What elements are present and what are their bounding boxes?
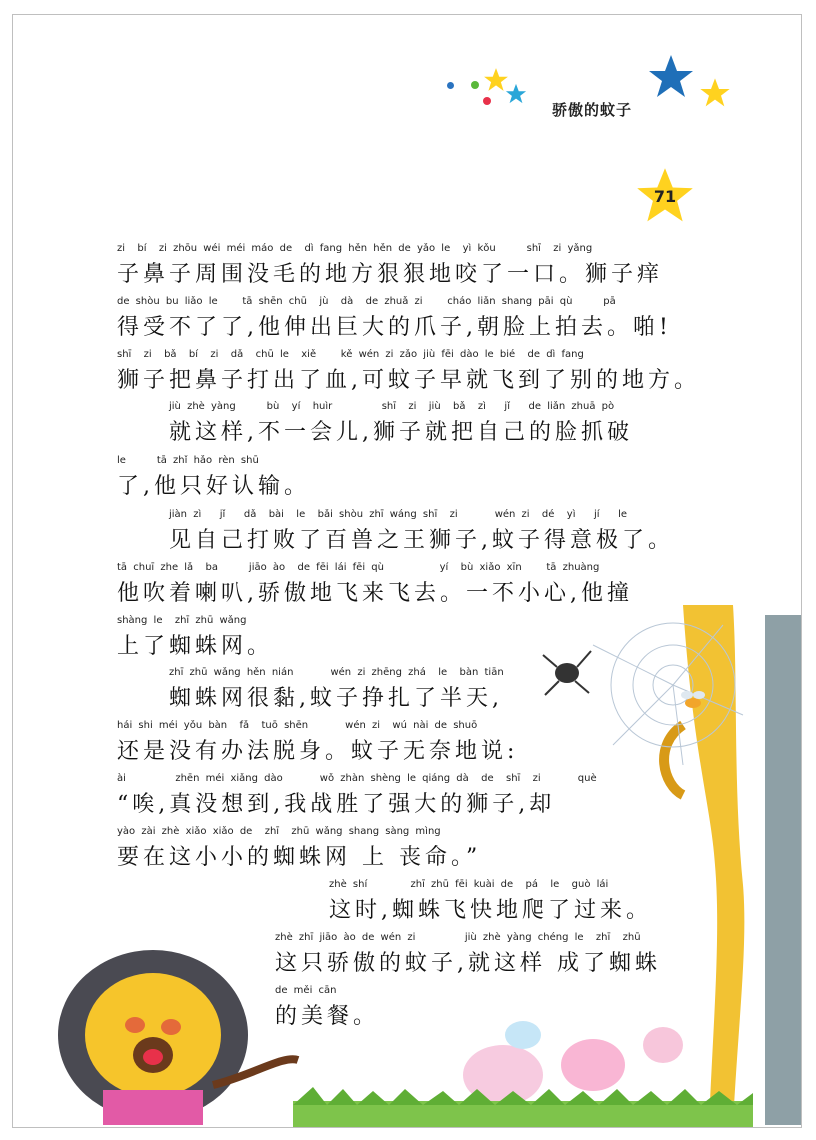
pinyin-line: shī zi bǎ bí zi dǎ chū le xiě kě wén zi zǎo jiù fēi dào le bié de dì fang bbox=[117, 349, 584, 360]
spider-icon bbox=[543, 651, 591, 695]
lion-illustration bbox=[43, 885, 303, 1125]
pinyin-line: shàng le zhī zhū wǎng bbox=[117, 615, 247, 626]
hanzi-line: “唉,真没想到,我战胜了强大的狮子,却 bbox=[117, 792, 556, 817]
hanzi-line: 还是没有办法脱身。蚊子无奈地说: bbox=[117, 739, 519, 764]
pinyin-line: zhī zhū wǎng hěn nián wén zi zhēng zhá le bàn tiān bbox=[169, 667, 504, 678]
pinyin-line: de měi cān bbox=[275, 985, 337, 996]
hanzi-line: 要在这小小的蜘蛛网 上 丧命。” bbox=[117, 845, 482, 870]
pinyin-line: zi bí zi zhōu wéi méi máo de dì fang hěn hěn de yǎo le yì kǒu shī zi yǎng bbox=[117, 243, 593, 254]
pinyin-line: hái shi méi yǒu bàn fǎ tuō shēn wén zi wú nài de shuō bbox=[117, 720, 478, 731]
header-dot-green bbox=[471, 81, 479, 89]
pinyin-line: ài zhēn méi xiǎng dào wǒ zhàn shèng le qiáng dà de shī zi què bbox=[117, 773, 597, 784]
header-dot-red bbox=[483, 97, 491, 105]
hanzi-line: 这只骄傲的蚊子,就这样 成了蜘蛛 bbox=[275, 951, 661, 976]
book-page bbox=[12, 14, 802, 1128]
pinyin-line: tā chuī zhe lǎ ba jiāo ào de fēi lái fēi qù yí bù xiǎo xīn tā zhuàng bbox=[117, 562, 600, 573]
hanzi-line: 就这样,不一会儿,狮子就把自己的脸抓破 bbox=[169, 420, 633, 445]
hanzi-line: 了,他只好认输。 bbox=[117, 474, 310, 499]
pinyin-line: le tā zhǐ hǎo rèn shū bbox=[117, 455, 259, 466]
header-star-yellow-right-icon bbox=[699, 77, 731, 109]
pinyin-line: zhè shí zhī zhū fēi kuài de pá le guò lái bbox=[329, 879, 609, 890]
hanzi-line: 狮子把鼻子打出了血,可蚊子早就飞到了别的地方。 bbox=[117, 368, 700, 393]
hanzi-line: 上了蜘蛛网。 bbox=[117, 634, 274, 659]
hanzi-line: 见自己打败了百兽之王狮子,蚊子得意极了。 bbox=[169, 528, 674, 553]
page-number: 71 bbox=[653, 187, 677, 206]
hanzi-line: 这时,蜘蛛飞快地爬了过来。 bbox=[329, 898, 652, 923]
hanzi-line: 的美餐。 bbox=[275, 1004, 380, 1029]
header-star-cyan-icon bbox=[505, 83, 527, 105]
pinyin-line: de shòu bu liǎo le tā shēn chū jù dà de zhuǎ zi cháo liǎn shang pāi qù pā bbox=[117, 296, 616, 307]
hanzi-line: 子鼻子周围没毛的地方狠狠地咬了一口。狮子痒 bbox=[117, 262, 664, 287]
grass-flowers-illustration bbox=[293, 1005, 753, 1127]
header-dot-blue bbox=[447, 82, 454, 89]
page-header-title: 骄傲的蚊子 bbox=[552, 101, 633, 119]
pinyin-line: zhè zhī jiāo ào de wén zi jiù zhè yàng chéng le zhī zhū bbox=[275, 932, 641, 943]
header-star-blue-large-icon bbox=[647, 53, 695, 101]
hanzi-line: 蜘蛛网很黏,蚊子挣扎了半天, bbox=[169, 686, 503, 711]
pinyin-line: yào zài zhè xiǎo xiǎo de zhī zhū wǎng shang sàng mìng bbox=[117, 826, 441, 837]
pinyin-line: jiù zhè yàng bù yí huìr shī zi jiù bǎ zì jǐ de liǎn zhuā pò bbox=[169, 401, 615, 412]
pinyin-line: jiàn zì jǐ dǎ bài le bǎi shòu zhī wáng shī zi wén zi dé yì jí le bbox=[169, 509, 628, 520]
hanzi-line: 得受不了了,他伸出巨大的爪子,朝脸上拍去。啪! bbox=[117, 315, 672, 340]
hanzi-line: 他吹着喇叭,骄傲地飞来飞去。一不小心,他撞 bbox=[117, 581, 633, 606]
